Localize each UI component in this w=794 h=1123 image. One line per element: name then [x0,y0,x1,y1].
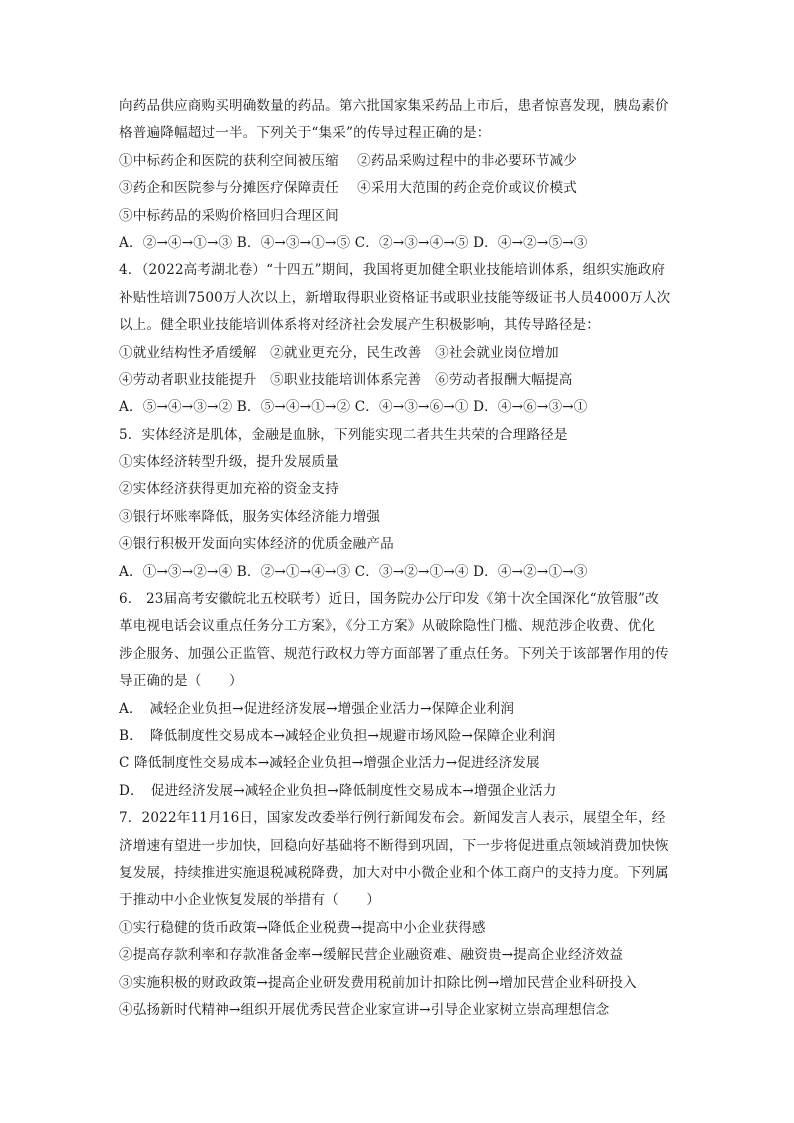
question-6 [119,586,679,805]
question-5-item-3: ③银行坏账率降低，服务实体经济能力增强 [119,508,381,525]
question-3-item-3: ⑤中标药品的采购价格回归合理区间 [119,207,339,224]
question-7-stem-line-1: 7．2022年11月16日，国家发改委举行例行新闻发布会。新闻发言人表示，展望全年，经 [119,810,666,827]
question-content [119,93,679,1024]
question-3-stem-line-2: 格普遍降幅超过一半。下列关于“集采”的传导过程正确的是： [119,125,491,142]
question-3-options: A．②→④→①→③ B．④→③→①→⑤ C．②→③→④→⑤ D．④→②→⑤→③ [119,234,588,251]
question-3-stem-line-1: 向药品供应商购买明确数量的药品。第六批国家集采药品上市后，患者惊喜发现，胰岛素价 [119,98,669,114]
question-4 [119,257,679,421]
question-6-option-c: C 降低制度性交易成本→减轻企业负担→增强企业活力→促进经济发展 [119,755,540,772]
question-7-item-4: ④弘扬新时代精神→组织开展优秀民营企业家宣讲→引导企业家树立崇高理想信念 [119,1001,610,1018]
question-6-stem-line-2: 革电视电话会议重点任务分工方案》，《分工方案》从破除隐性门槛、规范涉企收费、优化 [119,618,656,635]
question-4-stem-line-3: 以上。健全职业技能培训体系将对经济社会发展产生积极影响，其传导路径是： [119,317,601,334]
question-6-option-d: D． 促进经济发展→减轻企业负担→降低制度性交易成本→增强企业活力 [119,782,557,799]
question-5-item-4: ④银行积极开发面向实体经济的优质金融产品 [119,536,394,553]
question-4-stem-line-2: 补贴性培训7500万人次以上，新增取得职业资格证书或职业技能等级证书人员4000万人次 [119,289,671,306]
question-7 [119,805,679,1024]
question-5-options: A．①→③→②→④ B．②→①→④→③ C．③→②→①→④ D．④→②→①→③ [119,563,588,580]
question-5 [119,422,679,586]
question-3 [119,93,679,257]
question-6-stem-line-4: 导正确的是（ ） [119,673,243,690]
question-6-option-a: A． 减轻企业负担→促进经济发展→增强企业活力→保障企业利润 [119,700,515,717]
question-3-item-1: ①中标药企和医院的获利空间被压缩 ②药品采购过程中的非必要环节减少 [119,152,578,169]
question-5-item-2: ②实体经济获得更加充裕的资金支持 [119,481,339,498]
question-4-item-1: ①就业结构性矛盾缓解 ②就业更充分，民生改善 ③社会就业岗位增加 [119,344,559,361]
question-6-stem-line-1: 6． 23届高考安徽皖北五校联考）近日，国务院办公厅印发《第十次全国深化“放管服”改 [119,591,659,608]
question-3-item-2: ③药企和医院参与分摊医疗保障责任 ④采用大范围的药企竞价或议价模式 [119,180,578,197]
question-5-item-1: ①实体经济转型升级，提升发展质量 [119,454,339,471]
question-7-item-1: ①实行稳健的货币政策→降低企业税费→提高中小企业获得感 [119,919,486,936]
question-6-option-b: B． 降低制度性交易成本→减轻企业负担→规避市场风险→保障企业利润 [119,727,556,744]
question-4-stem-line-1: 4．（2022高考湖北卷）“十四五”期间，我国将更加健全职业技能培训体系，组织实施政府 [119,262,666,279]
question-6-stem-line-3: 涉企服务、加强公正监管、规范行政权力等方面部署了重点任务。下列关于该部署作用的传 [119,645,669,662]
question-7-item-2: ②提高存款利率和存款准备金率→缓解民营企业融资难、融资贵→提高企业经济效益 [119,947,624,964]
question-7-item-3: ③实施积极的财政政策→提高企业研发费用税前加计扣除比例→增加民营企业科研投入 [119,974,637,991]
question-7-stem-line-4: 于推动中小企业恢复发展的举措有（ ） [119,892,381,909]
question-5-stem: 5．实体经济是肌体，金融是血脉，下列能实现二者共生共荣的合理路径是 [119,426,568,443]
question-7-stem-line-3: 复发展，持续推进实施退税减税降费，加大对中小微企业和个体工商户的支持力度。下列属 [119,864,669,881]
question-7-stem-line-2: 济增速有望进一步加快，回稳向好基础将不断得到巩固，下一步将促进重点领域消费加快恢 [119,837,669,854]
question-4-item-2: ④劳动者职业技能提升 ⑤职业技能培训体系完善 ⑥劳动者报酬大幅提高 [119,371,573,388]
question-4-options: A．⑤→④→③→② B．⑤→④→①→② C．④→③→⑥→① D．④→⑥→③→① [119,399,588,416]
